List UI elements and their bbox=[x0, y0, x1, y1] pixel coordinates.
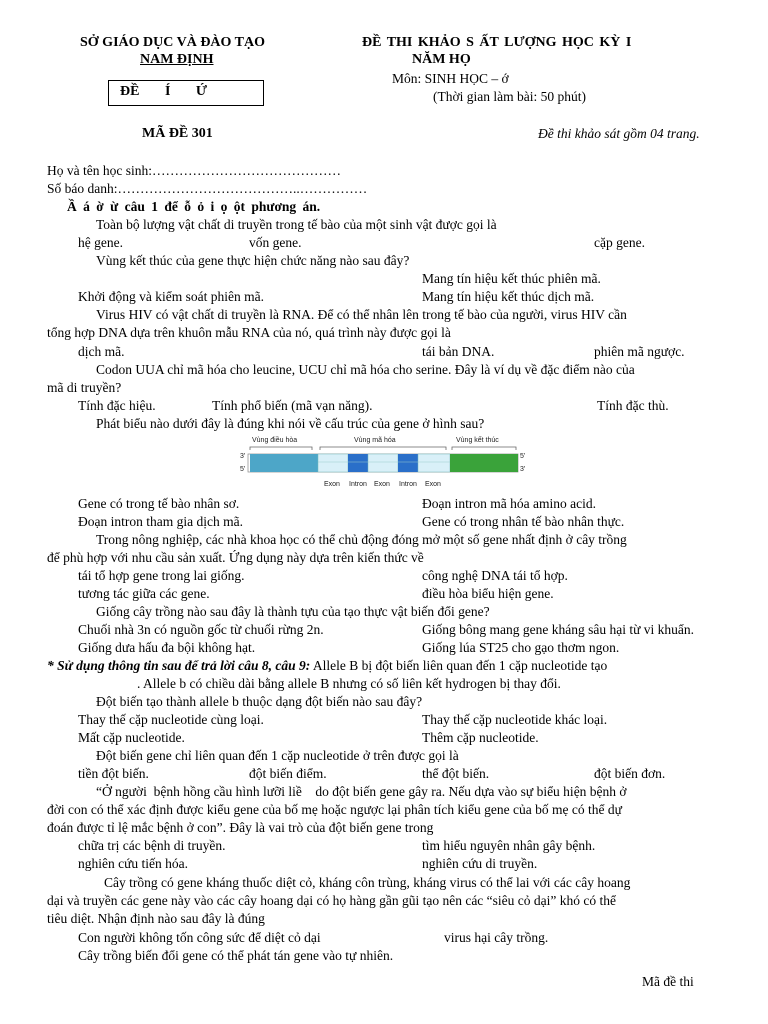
info-block-line1 bbox=[47, 657, 607, 674]
exam-year: NĂM HỌ bbox=[412, 52, 471, 67]
q2-option-a: Mang tín hiệu kết thúc phiên mã. bbox=[422, 271, 601, 286]
q4-text-line2: mã di truyền? bbox=[47, 380, 122, 395]
label-segment-2: Intron bbox=[349, 481, 367, 488]
label-end-top-right: 5' bbox=[520, 453, 526, 460]
label-regulatory-region: Vùng điều hòa bbox=[252, 437, 298, 444]
bracket-coding bbox=[320, 447, 446, 450]
intron-segment bbox=[348, 454, 368, 472]
label-segment-1: Exon bbox=[324, 481, 340, 488]
q10-text-line1: “Ở người bệnh hồng cầu hình lưỡi liề do đột biến gene gây ra. Nếu dựa vào sự biểu hiện bệnh ở bbox=[96, 784, 627, 799]
info-text-1: Allele B bị đột biến liên quan đến 1 cặp nucleotide tạo bbox=[312, 658, 608, 673]
q5-option-b: Đoạn intron mã hóa amino acid. bbox=[422, 496, 596, 511]
q5-option-a: Gene có trong tế bào nhân sơ. bbox=[78, 496, 240, 511]
q3-option-c: phiên mã ngược. bbox=[594, 344, 685, 359]
q5-text: Phát biểu nào dưới đây là đúng khi nói về cấu trúc của gene ở hình sau? bbox=[96, 416, 485, 431]
exam-duration: (Thời gian làm bài: 50 phút) bbox=[433, 89, 586, 104]
q7-option-a: Chuối nhà 3n có nguồn gốc từ chuối rừng 2n. bbox=[78, 622, 324, 637]
label-segment-5: Exon bbox=[425, 481, 441, 488]
q10-option-a: chữa trị các bệnh di truyền. bbox=[78, 838, 226, 853]
q11-option-b: virus hại cây trồng. bbox=[444, 930, 549, 945]
exam-code: MÃ ĐỀ 301 bbox=[142, 126, 213, 141]
q3-option-b: tái bản DNA. bbox=[422, 344, 495, 359]
q3-text-line2: tổng hợp DNA dựa trên khuôn mẫu RNA của nó, quá trình này được gọi là bbox=[47, 325, 451, 340]
q11-text-line3: tiêu diệt. Nhận định nào sau đây là đúng bbox=[47, 911, 265, 926]
exon-segment bbox=[418, 454, 450, 472]
q1-option-a: hệ gene. bbox=[78, 235, 123, 250]
q2-option-b: Khởi động và kiểm soát phiên mã. bbox=[78, 289, 264, 304]
label-segment-3: Exon bbox=[374, 481, 390, 488]
q3-text-line1: Virus HIV có vật chất di truyền là RNA. Để có thể nhân lên trong tế bào của người, virus HIV cần bbox=[96, 307, 627, 322]
q9-option-d: đột biến đơn. bbox=[594, 766, 666, 781]
q8-option-c: Mất cặp nucleotide. bbox=[78, 730, 185, 745]
q7-text: Giống cây trồng nào sau đây là thành tựu của tạo thực vật biến đổi gene? bbox=[96, 604, 490, 619]
label-end-bottom-right: 3' bbox=[520, 466, 526, 473]
q10-option-c: nghiên cứu tiến hóa. bbox=[78, 856, 189, 871]
q6-text-line1: Trong nông nghiệp, các nhà khoa học có thể chủ động đóng mở một số gene nhất định ở cây trồng bbox=[96, 532, 627, 547]
q9-option-c: thể đột biến. bbox=[422, 766, 490, 781]
exam-subject: Môn: SINH HỌC – ớ bbox=[392, 71, 509, 86]
q8-option-d: Thêm cặp nucleotide. bbox=[422, 730, 539, 745]
q6-option-a: tái tổ hợp gene trong lai giống. bbox=[78, 568, 245, 583]
regulatory-region bbox=[250, 454, 318, 472]
q10-text-line3: đoán được tỉ lệ mắc bệnh ở con”. Đây là vai trò của đột biến gene trong bbox=[47, 820, 434, 835]
bracket-regulatory bbox=[250, 447, 312, 450]
q7-option-d: Giống lúa ST25 cho gạo thơm ngon. bbox=[422, 640, 620, 655]
gene-structure-diagram bbox=[240, 437, 530, 496]
q4-text-line1: Codon UUA chỉ mã hóa cho leucine, UCU chỉ mã hóa cho serine. Đây là ví dụ về đặc điểm nào của bbox=[96, 362, 635, 377]
exon-segment bbox=[368, 454, 398, 472]
official-exam-label: ĐỀ Í Ứ bbox=[120, 84, 208, 99]
q6-option-c: tương tác giữa các gene. bbox=[78, 586, 210, 601]
info-text-2: . Allele b có chiều dài bằng allele B nhưng có số liên kết hydrogen bị thay đổi. bbox=[137, 676, 561, 691]
q11-option-a: Con người không tốn công sức để diệt cỏ dại bbox=[78, 930, 321, 945]
q1-option-b: vốn gene. bbox=[249, 235, 302, 250]
q2-text: Vùng kết thúc của gene thực hiện chức năng nào sau đây? bbox=[96, 253, 410, 268]
label-end-top-left: 3' bbox=[240, 453, 246, 460]
q4-option-a: Tính đặc hiệu. bbox=[78, 398, 156, 413]
q10-option-d: nghiên cứu di truyền. bbox=[422, 856, 538, 871]
section-title: Ầ á ờ ừ câu 1 để ỗ ỏ i ọ ột phương án. bbox=[67, 199, 321, 214]
q8-option-a: Thay thế cặp nucleotide cùng loại. bbox=[78, 712, 264, 727]
q5-option-d: Gene có trong nhân tế bào nhân thực. bbox=[422, 514, 625, 529]
q5-option-c: Đoạn intron tham gia dịch mã. bbox=[78, 514, 243, 529]
q8-option-b: Thay thế cặp nucleotide khác loại. bbox=[422, 712, 608, 727]
q3-option-a: dịch mã. bbox=[78, 344, 125, 359]
q1-option-c: cặp gene. bbox=[594, 235, 645, 250]
q10-text-line2: đời con có thể xác định được kiểu gene của bố mẹ hoặc ngược lại phân tích kiểu gene của bố mẹ có thể dự bbox=[47, 802, 622, 817]
student-name-line: Họ và tên học sinh:…………………………………… bbox=[47, 163, 341, 178]
q9-option-a: tiền đột biến. bbox=[78, 766, 149, 781]
q7-option-c: Giống dưa hấu đa bội không hạt. bbox=[78, 640, 256, 655]
footer-exam-code: Mã đề thi bbox=[642, 974, 694, 989]
label-coding-region: Vùng mã hóa bbox=[354, 437, 396, 444]
q6-option-b: công nghệ DNA tái tổ hợp. bbox=[422, 568, 568, 583]
intron-segment bbox=[398, 454, 418, 472]
q6-text-line2: để phù hợp với nhu cầu sản xuất. Ứng dụng này dựa trên kiến thức về bbox=[47, 550, 424, 565]
termination-region bbox=[450, 454, 518, 472]
q4-option-c: Tính đặc thù. bbox=[597, 398, 669, 413]
q11-option-c: Cây trồng biến đổi gene có thể phát tán gene vào tự nhiên. bbox=[78, 948, 394, 963]
q9-option-b: đột biến điểm. bbox=[249, 766, 327, 781]
province-name: NAM ĐỊNH bbox=[140, 52, 214, 67]
label-end-bottom-left: 5' bbox=[240, 466, 246, 473]
bracket-termination bbox=[452, 447, 516, 450]
q1-text: Toàn bộ lượng vật chất di truyền trong tế bào của một sinh vật được gọi là bbox=[96, 217, 497, 232]
q6-option-d: điều hòa biểu hiện gene. bbox=[422, 586, 554, 601]
pages-note: Đề thi khảo sát gồm 04 trang. bbox=[538, 126, 700, 141]
q10-option-b: tìm hiểu nguyên nhân gây bệnh. bbox=[422, 838, 596, 853]
info-lead: * Sử dụng thông tin sau để trả lời câu 8, câu 9: bbox=[47, 658, 311, 673]
q11-text-line2: dại và truyền các gene này vào các cây hoang dại có họ hàng gần gũi tạo nên các “siêu cỏ dại” khó có thể bbox=[47, 893, 616, 908]
label-segment-4: Intron bbox=[399, 481, 417, 488]
q9-text: Đột biến gene chỉ liên quan đến 1 cặp nucleotide ở trên được gọi là bbox=[96, 748, 459, 763]
exam-title: ĐỀ THI KHẢO S ẤT LƯỢNG HỌC KỲ I bbox=[362, 35, 632, 50]
exon-segment bbox=[318, 454, 348, 472]
q8-text: Đột biến tạo thành allele b thuộc dạng đột biến nào sau đây? bbox=[96, 694, 423, 709]
label-termination-region: Vùng kết thúc bbox=[456, 437, 499, 444]
q11-text-line1: Cây trồng có gene kháng thuốc diệt cỏ, kháng côn trùng, kháng virus có thể lai với các cây hoang bbox=[104, 875, 631, 890]
q2-option-c: Mang tín hiệu kết thúc dịch mã. bbox=[422, 289, 595, 304]
department-name: SỞ GIÁO DỤC VÀ ĐÀO TẠO bbox=[80, 35, 266, 50]
q4-option-b: Tính phổ biến (mã vạn năng). bbox=[212, 398, 373, 413]
student-id-line: Số báo danh:…………………………………..…………… bbox=[47, 181, 368, 196]
q7-option-b: Giống bông mang gene kháng sâu hại từ vi khuẩn. bbox=[422, 622, 695, 637]
